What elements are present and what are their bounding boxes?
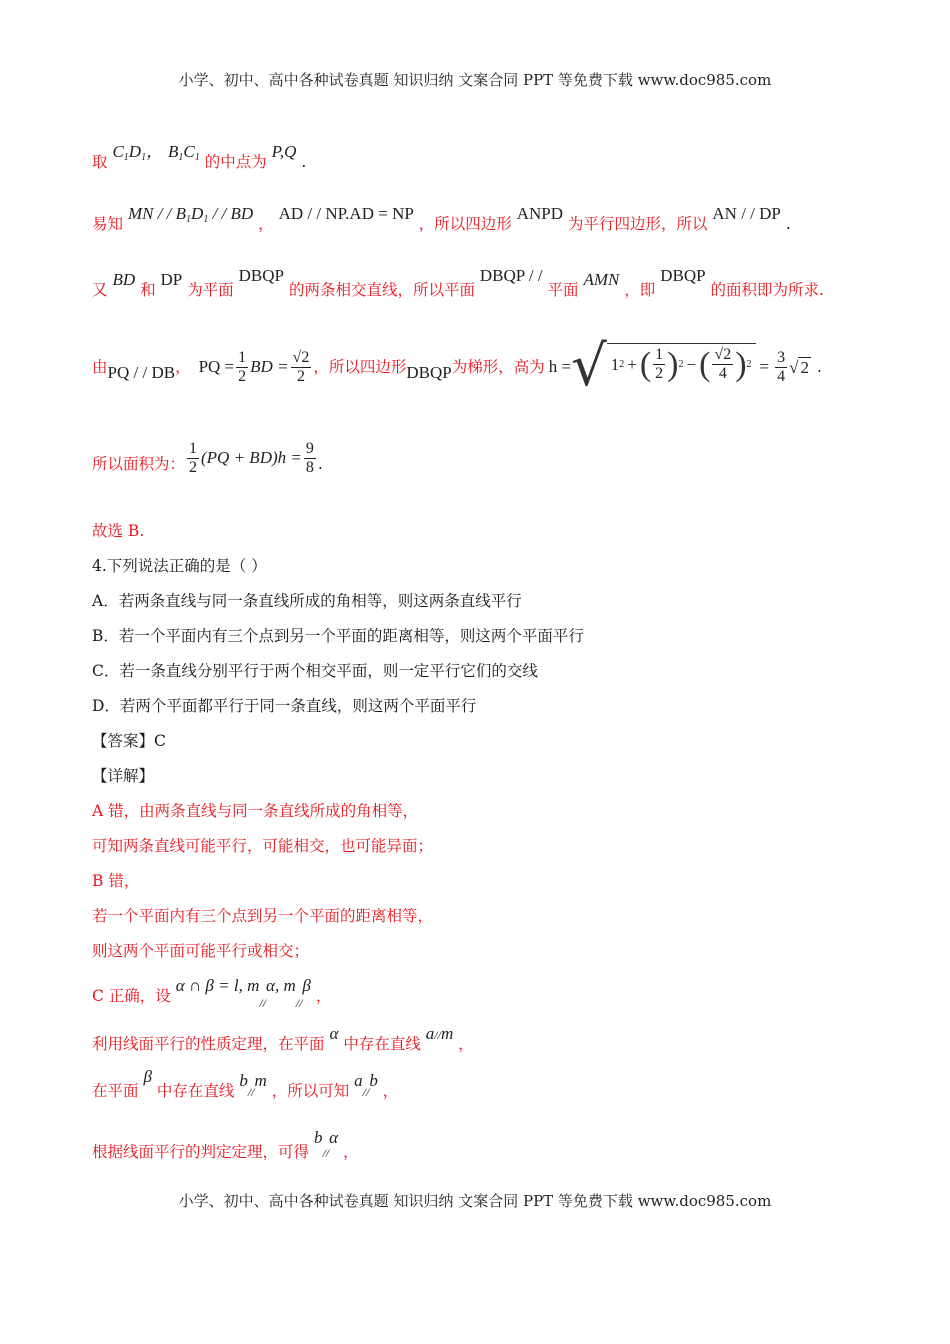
math: m [254, 1071, 267, 1090]
fraction: $\frac{1}{2}$ [655, 346, 664, 382]
text: ， [175, 358, 191, 376]
explain-line: A 错，由两条直线与同一条直线所成的角相等， [92, 802, 419, 820]
math: (PQ + BD)h = [201, 448, 302, 467]
fraction: $\frac{√2}{4}$ [714, 346, 732, 382]
math: AMN [583, 270, 620, 289]
math: α [329, 1128, 339, 1147]
explain-c-2 [92, 1024, 474, 1055]
period: . [785, 215, 791, 233]
solution-line-2 [92, 204, 791, 240]
math: BD [112, 270, 136, 289]
option-b: B．若一个平面内有三个点到另一个平面的距离相等，则这两个平面平行 [92, 627, 584, 645]
math: DBQP [238, 266, 284, 285]
text: 取 [92, 153, 108, 171]
answer: 【答案】C [92, 732, 166, 750]
math: α ∩ β = l, m [175, 976, 260, 995]
text: 利用线面平行的性质定理，在平面 [92, 1035, 325, 1053]
math: MN / / $B_1D_1$ / / BD [127, 204, 254, 225]
text: 的中点为 [204, 153, 267, 171]
page-footer: 小学、初中、高中各种试卷真题 知识归纳 文案合同 PPT 等免费下载 www.doc985.com [178, 1192, 772, 1210]
detail-label: 【详解】 [92, 767, 155, 785]
period: . [816, 358, 822, 376]
text: 所以面积为： [92, 455, 186, 473]
height-formula: √ 1 2 + ( $\frac{1}{2}$ ) 2 − ( $\frac{√2}{4}$ ) 2 [571, 339, 755, 395]
math: β [302, 976, 311, 995]
math: = [759, 357, 770, 376]
text: 为梯形，高为 [451, 358, 545, 376]
math: a [425, 1024, 435, 1043]
parallel-symbol: // [434, 1028, 441, 1042]
fraction: $\frac{3}{4}$ [777, 348, 786, 385]
text: ，所以四边形 [313, 358, 407, 376]
explain-line: 可知两条直线可能平行，可能相交，也可能异面； [92, 837, 434, 855]
explain-c-4 [92, 1128, 359, 1163]
math: m [440, 1024, 454, 1043]
text: ， [343, 1143, 359, 1161]
math: DP [160, 270, 183, 289]
text: 中存在直线 [343, 1035, 421, 1053]
math: AN / / DP [712, 204, 781, 223]
text: C 正确，设 [92, 987, 171, 1005]
page-header: 小学、初中、高中各种试卷真题 知识归纳 文案合同 PPT 等免费下载 www.doc985.com [178, 71, 772, 89]
math-sep: ， [146, 142, 164, 161]
text: 易知 [92, 215, 124, 233]
math: α [329, 1024, 339, 1043]
fraction: $\frac{1}{2}$ [238, 348, 247, 385]
math: DBQP [660, 266, 706, 285]
parallel-symbol: // [362, 1085, 370, 1099]
math: DBQP [406, 363, 452, 382]
math: β [143, 1067, 152, 1086]
math: b [313, 1128, 323, 1147]
explain-c-3 [92, 1067, 399, 1102]
math: b [369, 1071, 378, 1090]
parallel-symbol: // [259, 996, 267, 1010]
math: PQ = [198, 357, 235, 376]
conclusion: 故选 B. [92, 522, 145, 540]
math: BD = [250, 357, 289, 376]
solution-line-3 [92, 266, 824, 300]
text: ， [258, 215, 274, 233]
period: . [317, 455, 323, 473]
math: DBQP / / [479, 266, 543, 285]
text: ， [382, 1082, 399, 1100]
text: 为平行四边形，所以 [567, 215, 708, 233]
text: ， [458, 1035, 474, 1053]
math: P,Q [271, 142, 297, 161]
text: ，所以四边形 [418, 215, 512, 233]
math: h = [548, 357, 572, 376]
math: b [239, 1071, 248, 1090]
solution-line-1 [92, 142, 307, 178]
solution-line-5 [92, 436, 323, 480]
fraction: $\frac{1}{2}$ [189, 439, 198, 476]
question-stem: 4.下列说法正确的是（ ） [92, 557, 267, 575]
explain-line: B 错， [92, 872, 140, 890]
period: . [301, 153, 307, 171]
radical-sign: √ [571, 334, 607, 399]
solution-line-4 [92, 334, 822, 399]
text: 的两条相交直线，所以平面 [288, 281, 475, 299]
text: 平面 [547, 281, 579, 299]
math: $C_1D_1$ [112, 142, 147, 163]
fraction: $\frac{√2}{2}$ [292, 348, 310, 385]
text: 和 [140, 281, 156, 299]
text: ，所以可知 [271, 1082, 350, 1100]
text: 根据线面平行的判定定理，可得 [92, 1143, 310, 1161]
math: $B_1C_1$ [168, 142, 200, 163]
math: a [354, 1071, 363, 1090]
text: ， [315, 987, 332, 1005]
text: 又 [92, 281, 108, 299]
text: 在平面 [92, 1082, 139, 1100]
explain-line: 则这两个平面可能平行或相交； [92, 942, 310, 960]
math: PQ / / DB [107, 363, 176, 382]
fraction: $\frac{9}{8}$ [305, 439, 314, 476]
option-c: C．若一条直线分别平行于两个相交平面，则一定平行它们的交线 [92, 662, 538, 680]
explain-line: 若一个平面内有三个点到另一个平面的距离相等， [92, 907, 434, 925]
text: 中存在直线 [156, 1082, 235, 1100]
parallel-symbol: // [322, 1146, 330, 1160]
math: AD / / NP.AD = NP [278, 204, 414, 223]
text: ，即 [624, 281, 656, 299]
parallel-symbol: // [295, 996, 303, 1010]
option-a: A．若两条直线与同一条直线所成的角相等，则这两条直线平行 [92, 592, 522, 610]
math: ANPD [516, 204, 563, 223]
text: 为平面 [187, 281, 234, 299]
option-d: D．若两个平面都平行于同一条直线，则这两个平面平行 [92, 697, 477, 715]
math-sqrt: √ 2 [789, 357, 809, 377]
math: α, m [266, 976, 296, 995]
parallel-symbol: // [247, 1085, 255, 1099]
text: 由 [92, 358, 108, 376]
text: 的面积即为所求. [710, 281, 824, 299]
